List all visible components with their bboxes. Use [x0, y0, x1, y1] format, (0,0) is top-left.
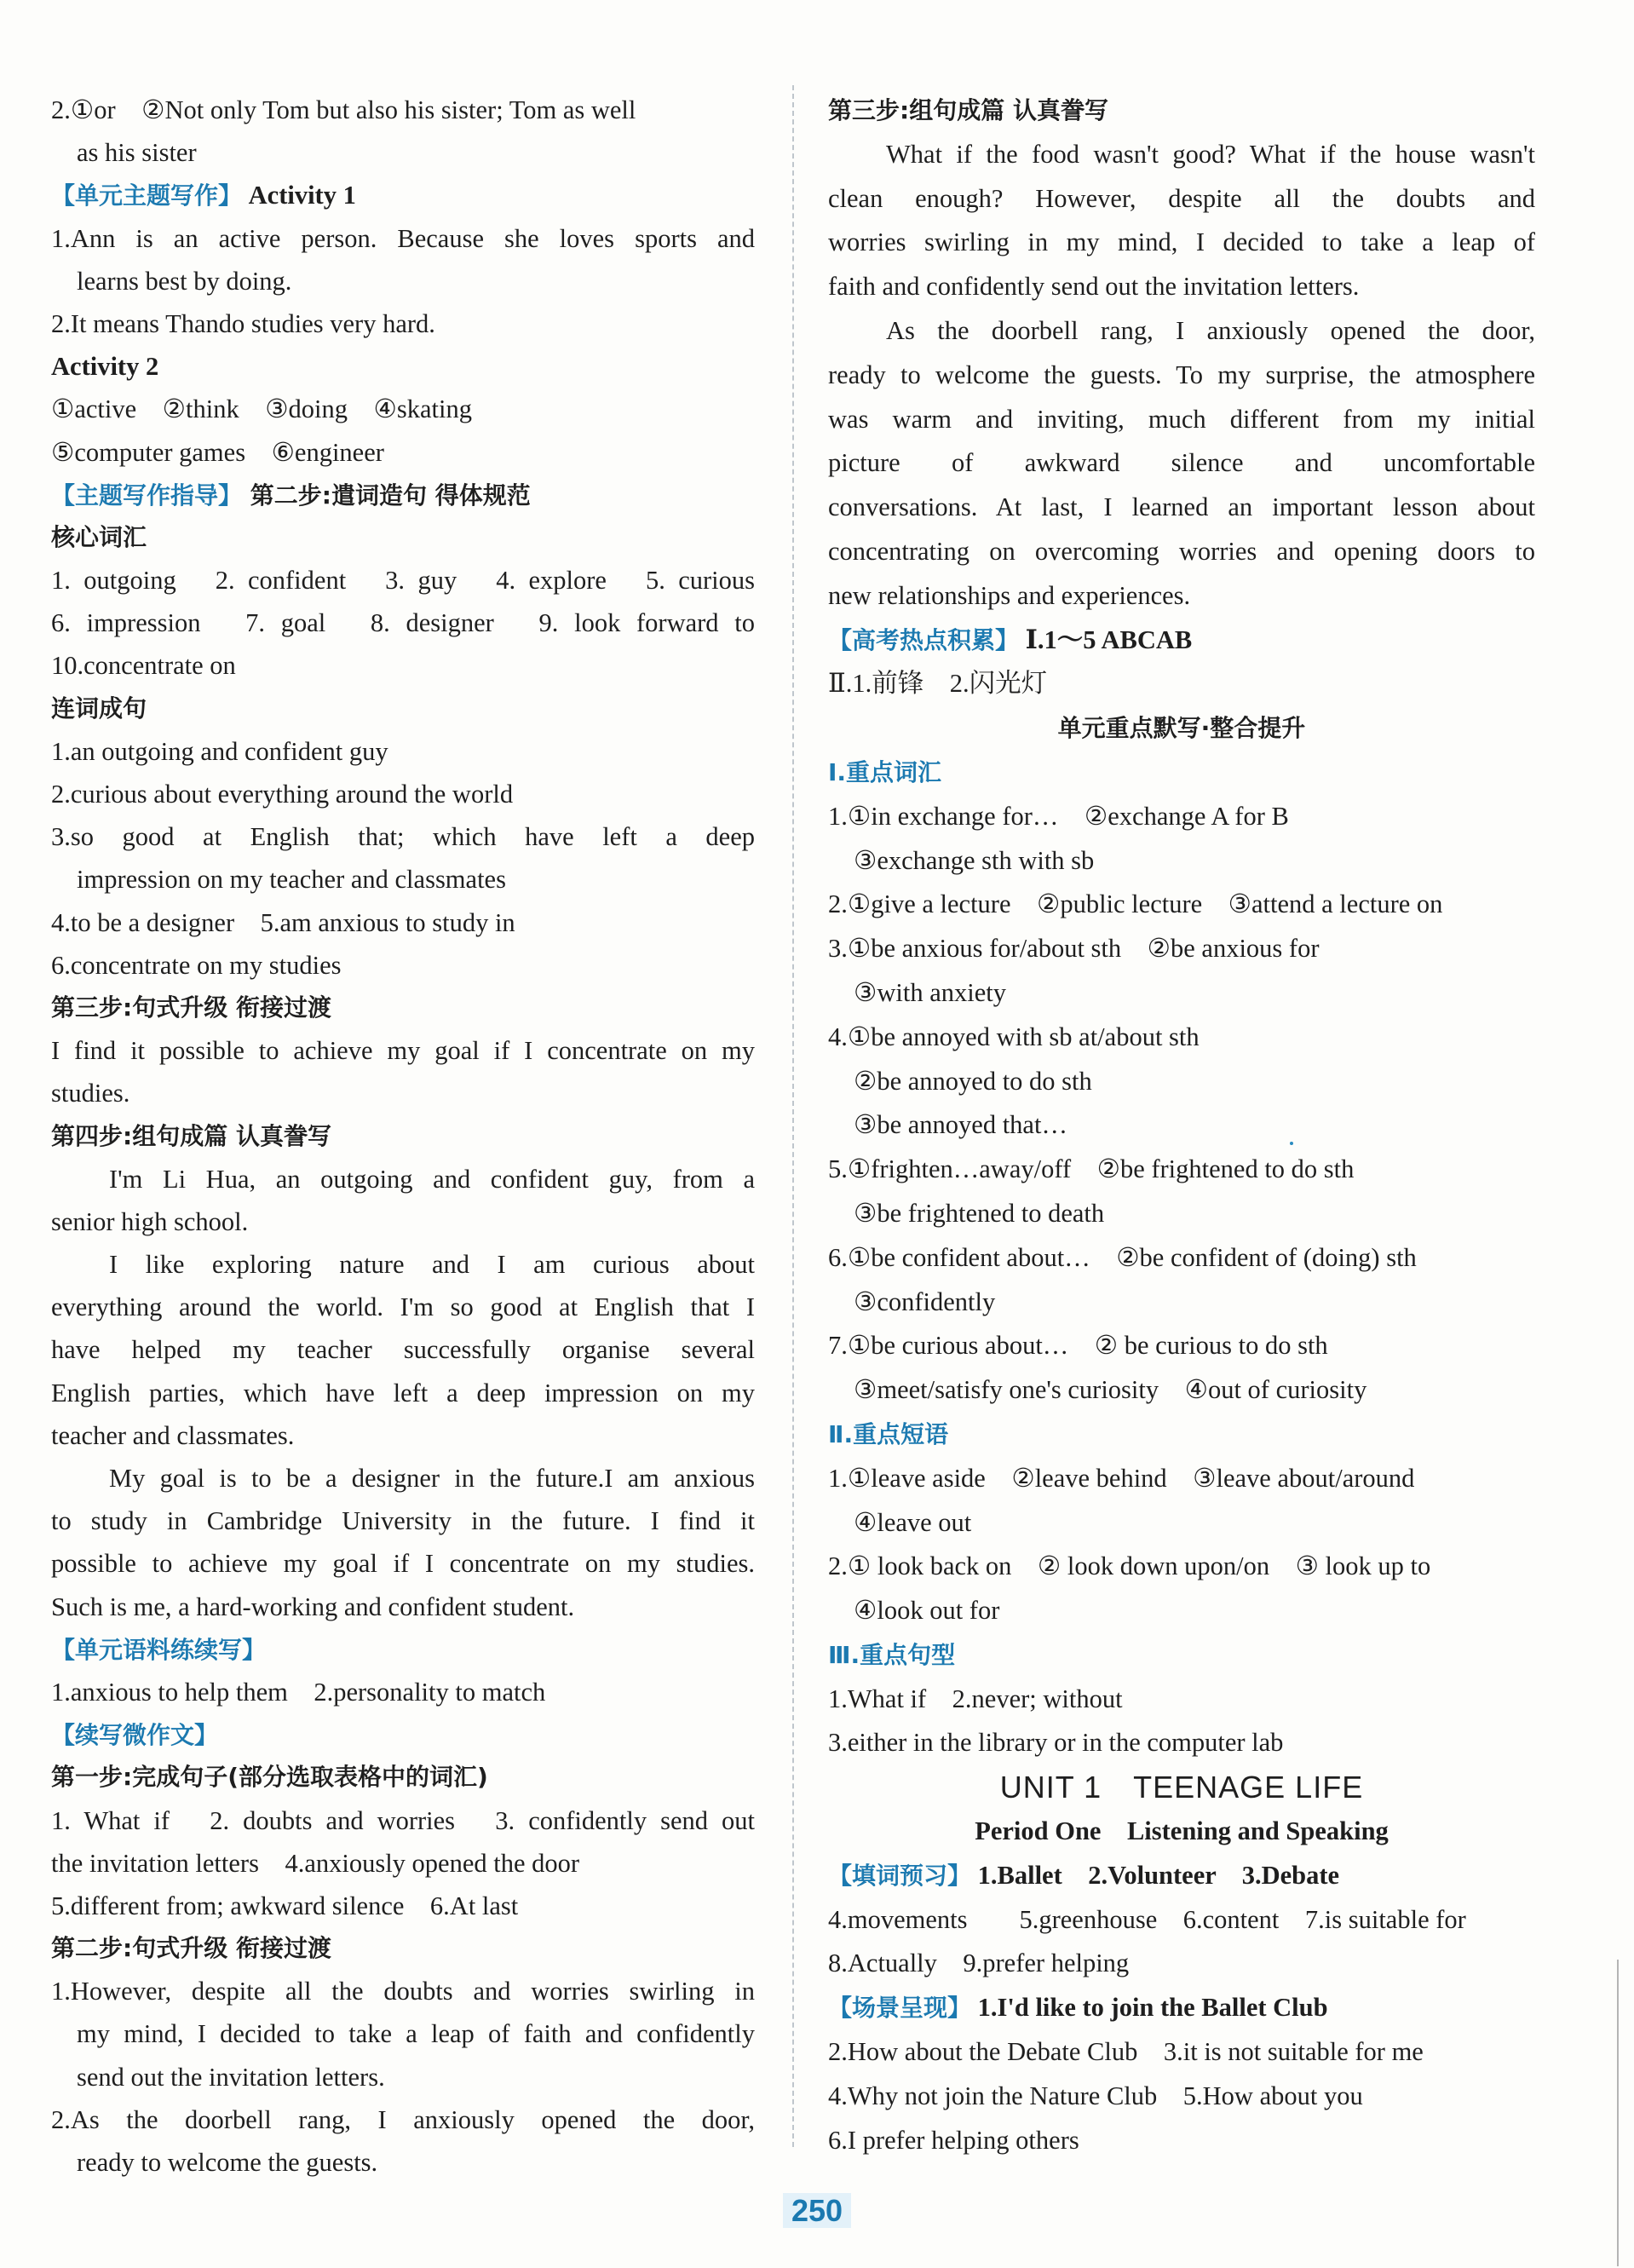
right-line: 1.①in exchange for… ②exchange A for B — [828, 801, 1289, 831]
left-line: 1.Ann is an active person. Because she loves sports and — [51, 223, 755, 253]
left-line: I'm Li Hua, an outgoing and confident guy, from a — [109, 1164, 755, 1194]
left-line: 2.①or ②Not only Tom but also his sister; Tom as well — [51, 95, 636, 124]
section-tag-line — [828, 619, 1535, 663]
section-tag-text: Activity 1 — [242, 181, 356, 210]
sub-heading: 核心词汇 — [51, 522, 147, 551]
left-line: 1.However, despite all the doubts and worries swirling in — [51, 1977, 755, 2006]
category-heading: Ⅱ.重点短语 — [828, 1419, 949, 1448]
right-line: ③be frightened to death — [854, 1198, 1105, 1228]
section-tag-text: 第二步:遣词造句 得体规范 — [242, 481, 531, 509]
left-column — [51, 89, 755, 2184]
right-line: ④look out for — [854, 1596, 1000, 1626]
section-tag-text: 1.I'd like to join the Ballet Club — [971, 1993, 1328, 2023]
right-line: 6.I prefer helping others — [828, 2125, 1079, 2155]
left-line: studies. — [51, 1079, 130, 1108]
section-tag-line — [828, 1986, 1535, 2030]
left-line: 4.to be a designer 5.am anxious to study in — [51, 907, 515, 937]
left-line: 2.It means Thando studies very hard. — [51, 308, 435, 338]
sub-heading: 第二步:句式升级 衔接过渡 — [51, 1934, 331, 1963]
page-number-text: 250 — [783, 2193, 851, 2228]
right-line: 2.①give a lecture ②public lecture ③attend a lecture on — [828, 889, 1443, 919]
left-line: Activity 2 — [51, 352, 159, 382]
section-tag: 【单元主题写作】 — [51, 181, 243, 210]
section-tag: 【单元语料练续写】 — [51, 1635, 267, 1664]
sub-heading: 第一步:完成句子(部分选取表格中的词汇) — [51, 1763, 488, 1792]
left-line: possible to achieve my goal if I concentrate on my studies. — [51, 1549, 755, 1579]
left-line: 1. What if 2. doubts and worries 3. confidently send out — [51, 1805, 755, 1835]
section-tag-text: Ⅰ.1～5 ABCAB — [1019, 625, 1193, 654]
left-line: My goal is to be a designer in the future.I am anxious — [109, 1464, 755, 1493]
right-line: 4.①be annoyed with sb at/about sth — [828, 1022, 1200, 1051]
right-line: was warm and inviting, much different from my initial — [828, 404, 1535, 434]
left-line: impression on my teacher and classmates — [77, 865, 506, 895]
section-tag: 【主题写作指导】 — [51, 481, 243, 509]
right-line: ③confidently — [854, 1287, 996, 1316]
section-tag: 【填词预习】 — [828, 1861, 972, 1890]
section-tag-line — [51, 1713, 755, 1756]
sub-heading: 第三步:组句成篇 认真誊写 — [828, 96, 1108, 124]
right-line: 6.①be confident about… ②be confident of (doing) sth — [828, 1242, 1417, 1272]
right-line: 4.movements 5.greenhouse 6.content 7.is suitable for — [828, 1904, 1466, 1934]
right-line: 1.①leave aside ②leave behind ③leave about/around — [828, 1463, 1415, 1493]
sub-heading: 第四步:组句成篇 认真誊写 — [51, 1121, 331, 1150]
left-line: 1.an outgoing and confident guy — [51, 736, 388, 766]
right-line: ③with anxiety — [854, 977, 1006, 1007]
left-line: learns best by doing. — [77, 266, 292, 296]
stray-dot — [1290, 1142, 1293, 1145]
right-column — [828, 89, 1535, 2162]
left-line: ⑤computer games ⑥engineer — [51, 437, 384, 467]
right-line: 5.①frighten…away/off ②be frightened to do sth — [828, 1154, 1355, 1184]
left-line: 6. impression 7. goal 8. designer 9. look forward to — [51, 608, 755, 638]
left-line: senior high school. — [51, 1206, 249, 1236]
column-divider — [792, 85, 794, 2147]
left-line: I like exploring nature and I am curious about — [109, 1250, 755, 1280]
section-tag: 【高考热点积累】 — [828, 625, 1020, 654]
period-title: Period One Listening and Speaking — [975, 1816, 1389, 1846]
section-tag-line — [51, 174, 755, 216]
section-tag: 【续写微作文】 — [51, 1721, 219, 1750]
right-line: 3.①be anxious for/about sth ②be anxious for — [828, 934, 1320, 964]
category-heading: Ⅲ.重点句型 — [828, 1640, 956, 1669]
right-line: ②be annoyed to do sth — [854, 1066, 1092, 1096]
sub-heading: 第三步:句式升级 衔接过渡 — [51, 993, 331, 1022]
left-line: English parties, which have left a deep impression on my — [51, 1378, 755, 1407]
right-line: picture of awkward silence and uncomfortable — [828, 448, 1535, 478]
left-line: send out the invitation letters. — [77, 2062, 385, 2092]
left-line: my mind, I decided to take a leap of faith and confidently — [77, 2019, 755, 2049]
left-line: everything around the world. I'm so good at English that I — [51, 1292, 755, 1322]
section-title: 单元重点默写·整合提升 — [1057, 714, 1306, 743]
right-line: 2.How about the Debate Club 3.it is not suitable for me — [828, 2037, 1424, 2067]
left-line: 1. outgoing 2. confident 3. guy 4. explore 5. curious — [51, 566, 755, 596]
right-line: concentrating on overcoming worries and opening doors to — [828, 536, 1535, 566]
right-line: Ⅱ.1.前锋 2.闪光灯 — [828, 669, 1048, 699]
right-line: faith and confidently send out the invitation letters. — [828, 272, 1360, 302]
right-line: 2.① look back on ② look down upon/on ③ look up to — [828, 1551, 1431, 1581]
left-line: 5.different from; awkward silence 6.At last — [51, 1891, 519, 1920]
left-line: as his sister — [77, 138, 197, 168]
left-line: 10.concentrate on — [51, 651, 236, 681]
right-line: clean enough? However, despite all the doubts and — [828, 183, 1535, 213]
left-line: 2.As the doorbell rang, I anxiously opened the door, — [51, 2104, 755, 2134]
right-line: 3.either in the library or in the computer lab — [828, 1728, 1284, 1758]
right-line: 7.①be curious about… ② be curious to do sth — [828, 1331, 1328, 1361]
left-line: 2.curious about everything around the world — [51, 780, 514, 809]
left-line: teacher and classmates. — [51, 1420, 295, 1450]
right-line: worries swirling in my mind, I decided to take a leap of — [828, 227, 1535, 257]
unit-title: UNIT 1 TEENAGE LIFE — [999, 1770, 1364, 1805]
section-tag-line — [51, 474, 755, 516]
right-line: ④leave out — [854, 1507, 972, 1537]
section-tag-line — [828, 1854, 1535, 1898]
right-line: As the doorbell rang, I anxiously opened the door, — [886, 315, 1535, 345]
section-tag-line — [51, 1628, 755, 1671]
page-number — [0, 2193, 1634, 2229]
left-line: I find it possible to achieve my goal if I concentrate on my — [51, 1036, 755, 1066]
right-line: ③exchange sth with sb — [854, 845, 1095, 875]
category-heading: Ⅰ.重点词汇 — [828, 757, 942, 786]
right-line: What if the food wasn't good? What if the house wasn't — [886, 139, 1535, 169]
right-line: conversations. At last, I learned an important lesson about — [828, 492, 1535, 522]
left-line: Such is me, a hard-working and confident student. — [51, 1592, 575, 1621]
section-tag-text: 1.Ballet 2.Volunteer 3.Debate — [971, 1860, 1340, 1890]
right-line: ③be annoyed that… — [854, 1110, 1067, 1140]
right-line: ready to welcome the guests. To my surprise, the atmosphere — [828, 360, 1535, 389]
left-line: the invitation letters 4.anxiously opened the door — [51, 1848, 580, 1878]
left-line: 6.concentrate on my studies — [51, 950, 342, 980]
left-line: to study in Cambridge University in the future. I find it — [51, 1506, 755, 1536]
right-line: new relationships and experiences. — [828, 580, 1191, 610]
section-tag: 【场景呈现】 — [828, 1994, 972, 2023]
right-line: ③meet/satisfy one's curiosity ④out of curiosity — [854, 1375, 1367, 1405]
sub-heading: 连词成句 — [51, 694, 147, 722]
left-line: 1.anxious to help them 2.personality to match — [51, 1677, 546, 1707]
right-line: 8.Actually 9.prefer helping — [828, 1949, 1130, 1978]
left-line: have helped my teacher successfully organise several — [51, 1335, 755, 1365]
left-line: ①active ②think ③doing ④skating — [51, 394, 472, 424]
right-line: 1.What if 2.never; without — [828, 1684, 1123, 1713]
right-line: 4.Why not join the Nature Club 5.How about you — [828, 2081, 1363, 2110]
left-line: 3.so good at English that; which have left a deep — [51, 822, 755, 852]
left-line: ready to welcome the guests. — [77, 2148, 378, 2177]
